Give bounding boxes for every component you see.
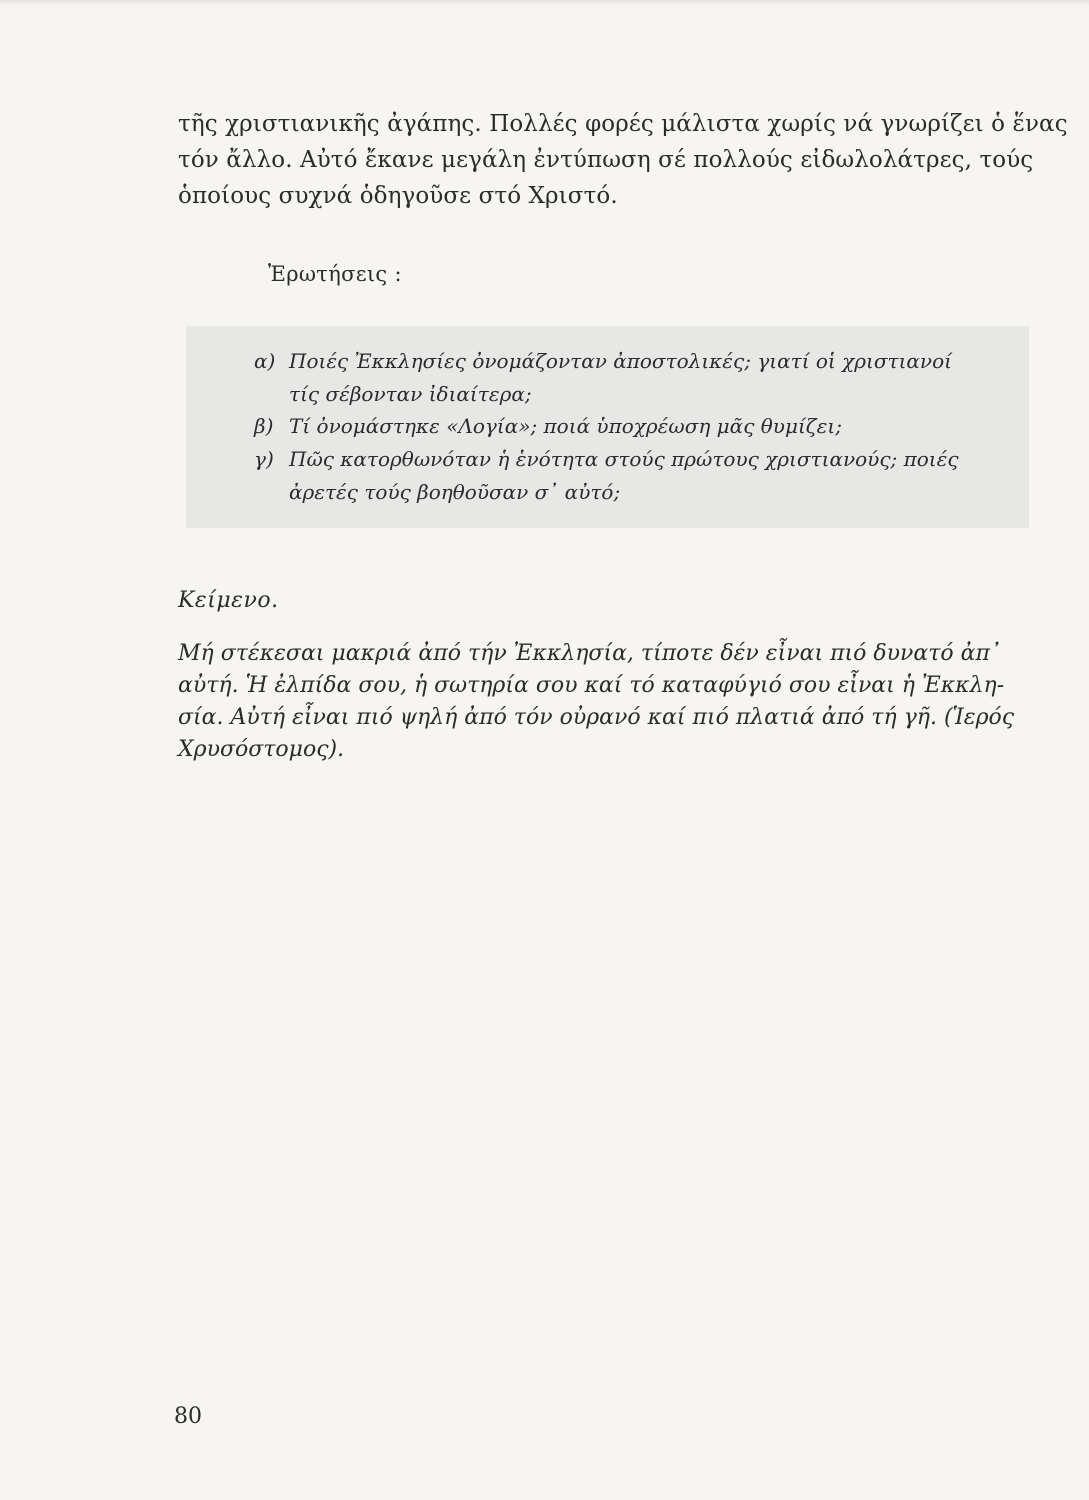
quote-line: σία. Αὐτή εἶναι πιό ψηλή ἀπό τόν οὐρανό καί πιό πλατιά ἀπό τή γῆ. (Ἱερός [178,705,1015,730]
page-number: 80 [174,1404,202,1429]
quote-line: αὐτή. Ἡ ἐλπίδα σου, ἡ σωτηρία σου καί τό καταφύγιό σου εἶναι ἡ Ἐκκλη- [178,673,1005,698]
questions-heading: Ἐρωτήσεις : [268,262,402,286]
intro-line: ὁποίους συχνά ὁδηγοῦσε στό Χριστό. [178,183,618,209]
question-text-line: τίς σέβονταν ἰδιαίτερα; [289,382,532,406]
question-text-line: ἀρετές τούς βοηθοῦσαν σ᾽ αὐτό; [289,480,621,504]
intro-paragraph [178,106,1068,214]
question-text-line: Πῶς κατορθωνόταν ἡ ἑνότητα στούς πρώτους χριστιανούς; ποιές [289,447,959,471]
question-marker: β) [254,414,274,438]
page-top-edge [0,0,1089,6]
intro-line: τῆς χριστιανικῆς ἀγάπης. Πολλές φορές μάλιστα χωρίς νά γνωρίζει ὁ ἕνας [178,111,1068,137]
text-section-heading: Κείμενο. [178,588,279,613]
quote-line: Χρυσόστομος). [178,737,345,762]
quote-paragraph [178,638,1038,766]
question-text-line: Ποιές Ἐκκλησίες ὀνομάζονταν ἀποστολικές; γιατί οἱ χριστιανοί [289,349,952,373]
question-marker: α) [254,349,276,373]
question-text-line: Τί ὀνομάστηκε «Λογία»; ποιά ὑποχρέωση μᾶς θυμίζει; [289,414,842,438]
question-marker: γ) [254,447,274,471]
quote-line: Μή στέκεσαι μακριά ἀπό τήν Ἐκκλησία, τίποτε δέν εἶναι πιό δυνατό ἀπ᾽ [178,641,1001,666]
intro-line: τόν ἄλλο. Αὐτό ἔκανε μεγάλη ἐντύπωση σέ πολλούς εἰδωλολάτρες, τούς [178,147,1034,173]
